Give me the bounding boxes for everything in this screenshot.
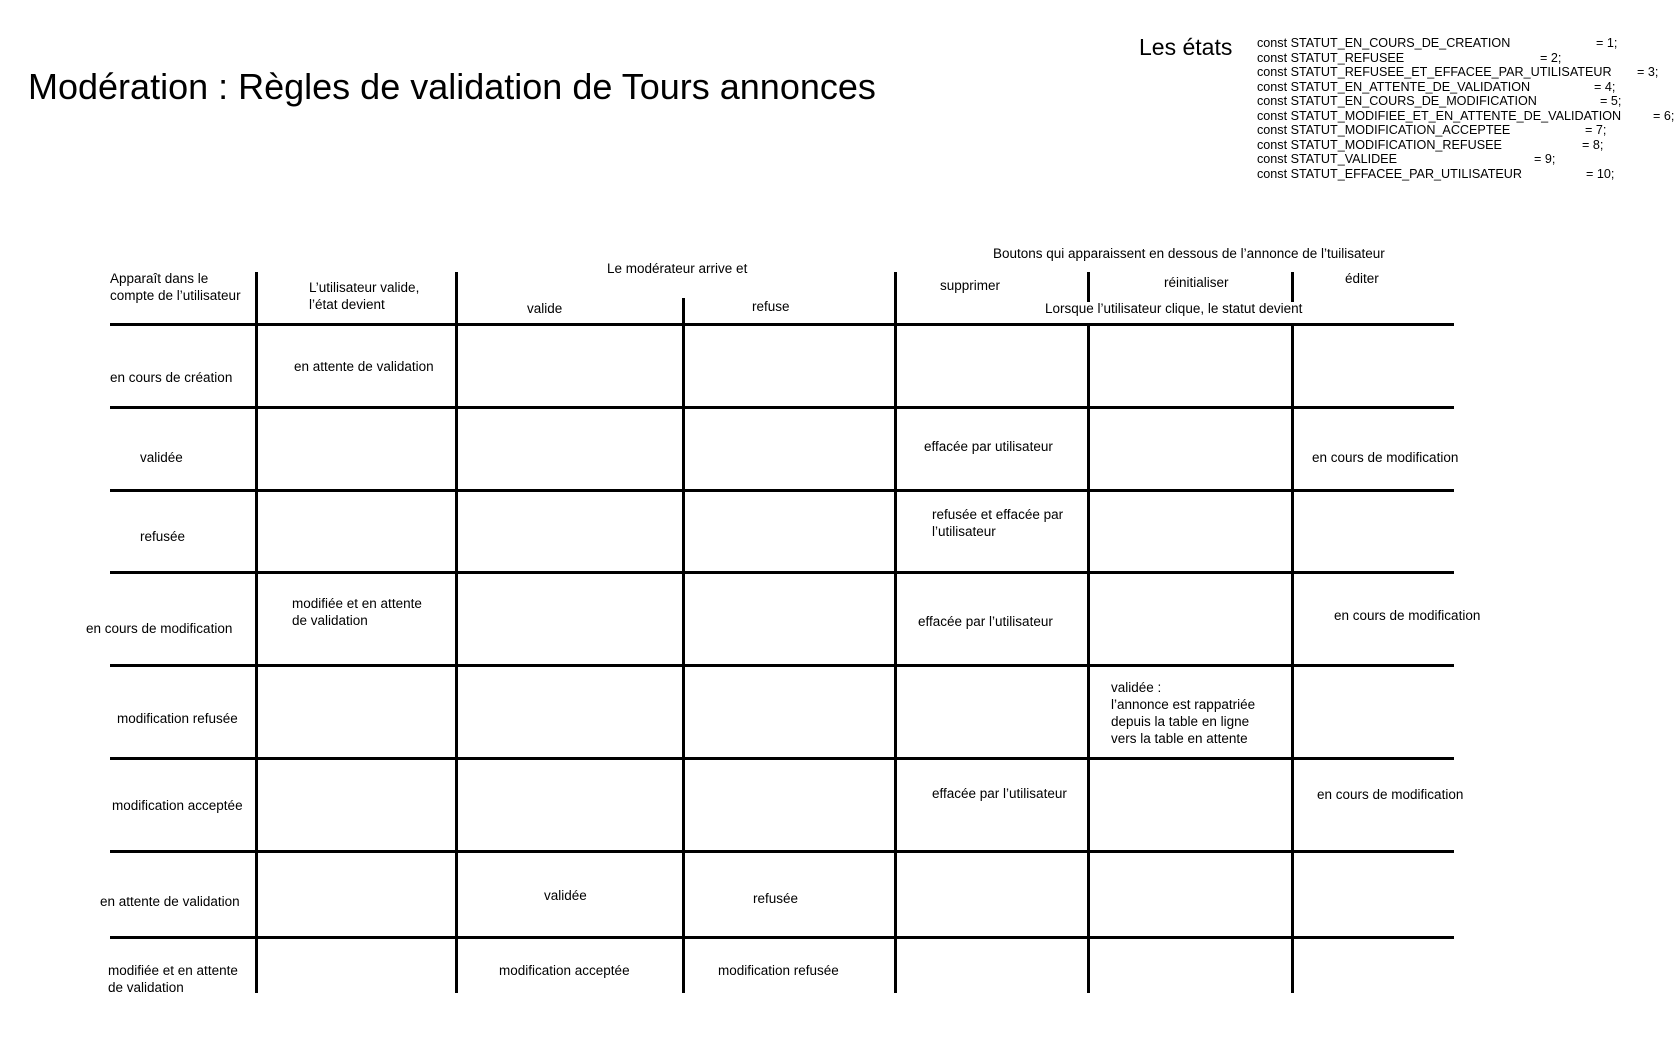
row-divider — [110, 850, 1454, 853]
state-constant-name: const STATUT_MODIFICATION_REFUSEE — [1257, 137, 1502, 152]
header-divider — [1087, 272, 1090, 302]
state-label: modifiée et en attente de validation — [108, 963, 238, 995]
cell-supprimer: effacée par l’utilisateur — [918, 614, 1053, 629]
header-editer: éditer — [1345, 271, 1379, 286]
header-reinitialiser: réinitialiser — [1164, 275, 1229, 290]
header-divider — [682, 298, 685, 324]
column-divider — [455, 324, 458, 993]
header-boutons: Boutons qui apparaissent en dessous de l’annonce de l’tuilisateur — [993, 246, 1385, 261]
row-divider — [110, 323, 1454, 326]
cell-valide: validée — [544, 888, 587, 903]
state-constant-name: const STATUT_EN_ATTENTE_DE_VALIDATION — [1257, 79, 1531, 94]
cell-editer: en cours de modification — [1317, 787, 1464, 802]
header-compte: Apparaît dans le compte de l’utilisateur — [110, 271, 241, 303]
row-divider — [110, 936, 1454, 939]
cell-user-valide: en attente de validation — [294, 359, 434, 374]
header-divider — [894, 272, 897, 324]
column-divider — [1291, 324, 1294, 993]
state-constant-value: = 3; — [1637, 65, 1659, 79]
state-constant-value: = 2; — [1540, 50, 1562, 65]
state-label: modification refusée — [117, 711, 238, 726]
header-user-valide: L’utilisateur valide, l’état devient — [309, 280, 420, 312]
cell-refuse: modification refusée — [718, 963, 839, 978]
cell-reinitialiser: validée : l’annonce est rappatriée depuis la table en ligne vers la table en attente — [1111, 680, 1256, 746]
state-label: validée — [140, 450, 183, 465]
state-constant-value: = 5; — [1600, 94, 1622, 108]
state-constant-value: = 8; — [1582, 137, 1604, 152]
state-label: en attente de validation — [100, 894, 240, 909]
column-divider — [682, 324, 685, 993]
cell-valide: modification acceptée — [499, 963, 630, 978]
header-divider — [255, 272, 258, 324]
state-label: refusée — [140, 529, 186, 544]
header-divider — [1291, 272, 1294, 302]
state-constant-value: = 10; — [1586, 166, 1615, 181]
row-divider — [110, 489, 1454, 492]
row-divider — [110, 757, 1454, 760]
state-constant-value: = 4; — [1594, 79, 1616, 94]
state-constant-name: const STATUT_MODIFICATION_ACCEPTEE — [1257, 123, 1511, 137]
state-constant-name: const STATUT_VALIDEE — [1257, 152, 1397, 166]
cell-editer: en cours de modification — [1334, 608, 1481, 623]
header-moderateur: Le modérateur arrive et — [607, 261, 748, 276]
row-divider — [110, 571, 1454, 574]
state-label: modification acceptée — [112, 798, 243, 813]
column-divider — [1087, 324, 1090, 993]
cell-supprimer: refusée et effacée par l’utilisateur — [932, 507, 1064, 539]
state-constant-name: const STATUT_EN_COURS_DE_CREATION — [1257, 36, 1511, 50]
cell-refuse: refusée — [753, 891, 799, 906]
header-clique: Lorsque l’utilisateur clique, le statut devient — [1045, 301, 1303, 316]
state-label: en cours de modification — [86, 621, 233, 636]
state-constant-name: const STATUT_REFUSEE — [1257, 50, 1405, 65]
states-heading: Les états — [1139, 34, 1233, 60]
cell-supprimer: effacée par l’utilisateur — [932, 786, 1067, 801]
cell-user-valide: modifiée et en attente de validation — [292, 596, 422, 628]
cell-editer: en cours de modification — [1312, 450, 1459, 465]
cell-supprimer: effacée par utilisateur — [924, 439, 1053, 454]
state-constant-name: const STATUT_MODIFIEE_ET_EN_ATTENTE_DE_VALIDATION — [1257, 108, 1622, 123]
state-constant-value: = 6; — [1653, 108, 1675, 123]
state-constant-name: const STATUT_EFFACEE_PAR_UTILISATEUR — [1257, 166, 1522, 181]
header-valide: valide — [527, 301, 563, 316]
header-supprimer: supprimer — [940, 278, 1001, 293]
header-refuse: refuse — [752, 299, 790, 314]
column-divider — [255, 324, 258, 993]
state-label: en cours de création — [110, 370, 233, 385]
state-constant-value: = 1; — [1596, 36, 1618, 50]
state-constant-value: = 9; — [1534, 152, 1556, 166]
state-constant-name: const STATUT_REFUSEE_ET_EFFACEE_PAR_UTILISATEUR — [1257, 65, 1612, 79]
row-divider — [110, 664, 1454, 667]
column-divider — [894, 324, 897, 993]
header-divider — [455, 272, 458, 324]
row-divider — [110, 406, 1454, 409]
page-title: Modération : Règles de validation de Tours annonces — [28, 66, 876, 107]
state-constant-name: const STATUT_EN_COURS_DE_MODIFICATION — [1257, 94, 1537, 108]
state-constant-value: = 7; — [1585, 123, 1607, 137]
